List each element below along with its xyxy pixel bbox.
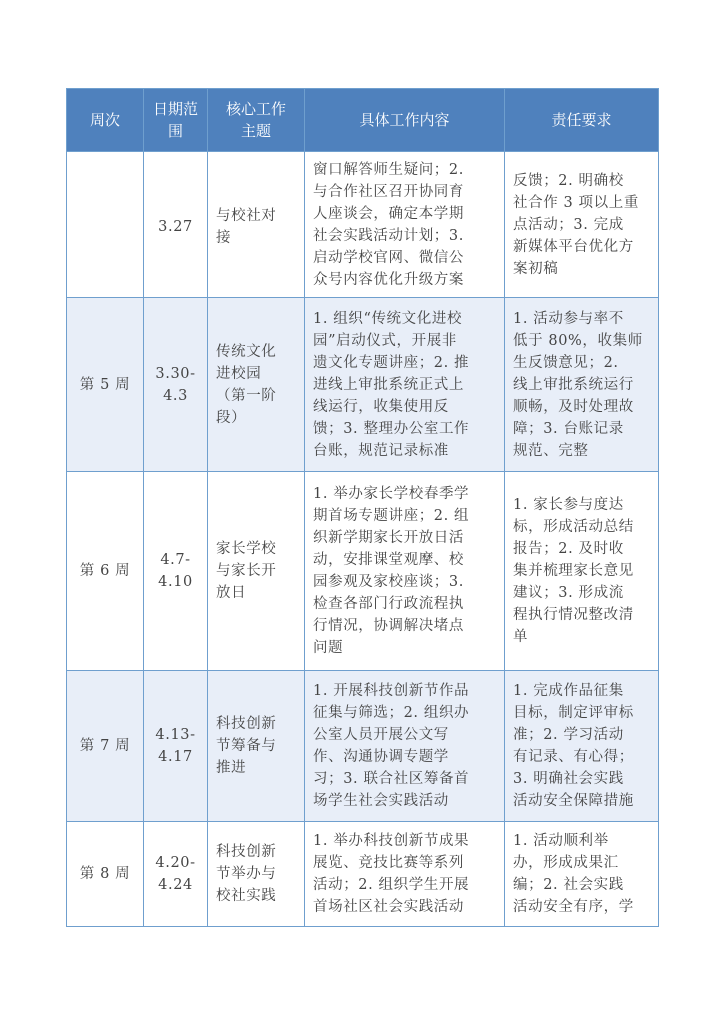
table-row xyxy=(67,671,659,822)
content-cell: 1. 组织“传统文化进校 园”启动仪式，开展非 遗文化专题讲座；2. 推 进线上审批系统正式上 线运行，收集使用反 馈；3. 整理办公室工作 台账，规范记录标准 xyxy=(305,298,505,472)
content-cell: 1. 开展科技创新节作品 征集与筛选；2. 组织办 公室人员开展公文写 作、沟通协调专题学 习；3. 联合社区筹备首 场学生社会实践活动 xyxy=(305,671,505,822)
week-cell: 第 8 周 xyxy=(67,822,144,927)
header-core-topic: 核心工作 主题 xyxy=(208,89,305,152)
week-cell: 第 7 周 xyxy=(67,671,144,822)
header-week: 周次 xyxy=(67,89,144,152)
requirement-cell: 1. 活动顺利举 办，形成成果汇 编；2. 社会实践 活动安全有序，学 xyxy=(505,822,659,927)
header-date-range: 日期范 围 xyxy=(144,89,208,152)
table-header-row xyxy=(67,89,659,152)
content-cell: 窗口解答师生疑问；2. 与合作社区召开协同育 人座谈会，确定本学期 社会实践活动计划；3. 启动学校官网、微信公 众号内容优化升级方案 xyxy=(305,152,505,298)
work-schedule-table xyxy=(66,88,659,927)
requirement-cell: 1. 完成作品征集 目标，制定评审标 准；2. 学习活动 有记录、有心得； 3. 明确社会实践 活动安全保障措施 xyxy=(505,671,659,822)
table-row xyxy=(67,472,659,671)
date-cell: 4.20- 4.24 xyxy=(144,822,208,927)
topic-cell: 家长学校 与家长开 放日 xyxy=(208,472,305,671)
date-cell: 4.13- 4.17 xyxy=(144,671,208,822)
content-cell: 1. 举办家长学校春季学 期首场专题讲座；2. 组 织新学期家长开放日活 动，安排课堂观摩、校 园参观及家校座谈；3. 检查各部门行政流程执 行情况，协调解决堵点 问题 xyxy=(305,472,505,671)
table-row xyxy=(67,152,659,298)
topic-cell: 与校社对 接 xyxy=(208,152,305,298)
requirement-cell: 1. 活动参与率不 低于 80%，收集师 生反馈意见；2. 线上审批系统运行 顺畅，及时处理故 障；3. 台账记录 规范、完整 xyxy=(505,298,659,472)
table-row xyxy=(67,298,659,472)
week-cell xyxy=(67,152,144,298)
date-cell: 3.27 xyxy=(144,152,208,298)
topic-cell: 传统文化 进校园 （第一阶 段） xyxy=(208,298,305,472)
date-cell: 3.30- 4.3 xyxy=(144,298,208,472)
date-cell: 4.7- 4.10 xyxy=(144,472,208,671)
week-cell: 第 5 周 xyxy=(67,298,144,472)
table-row xyxy=(67,822,659,927)
topic-cell: 科技创新 节筹备与 推进 xyxy=(208,671,305,822)
content-cell: 1. 举办科技创新节成果 展览、竞技比赛等系列 活动；2. 组织学生开展 首场社区社会实践活动 xyxy=(305,822,505,927)
header-responsibility: 责任要求 xyxy=(505,89,659,152)
requirement-cell: 反馈；2. 明确校 社合作 3 项以上重 点活动；3. 完成 新媒体平台优化方 案初稿 xyxy=(505,152,659,298)
topic-cell: 科技创新 节举办与 校社实践 xyxy=(208,822,305,927)
header-work-content: 具体工作内容 xyxy=(305,89,505,152)
week-cell: 第 6 周 xyxy=(67,472,144,671)
requirement-cell: 1. 家长参与度达 标，形成活动总结 报告；2. 及时收 集并梳理家长意见 建议；3. 形成流 程执行情况整改清 单 xyxy=(505,472,659,671)
